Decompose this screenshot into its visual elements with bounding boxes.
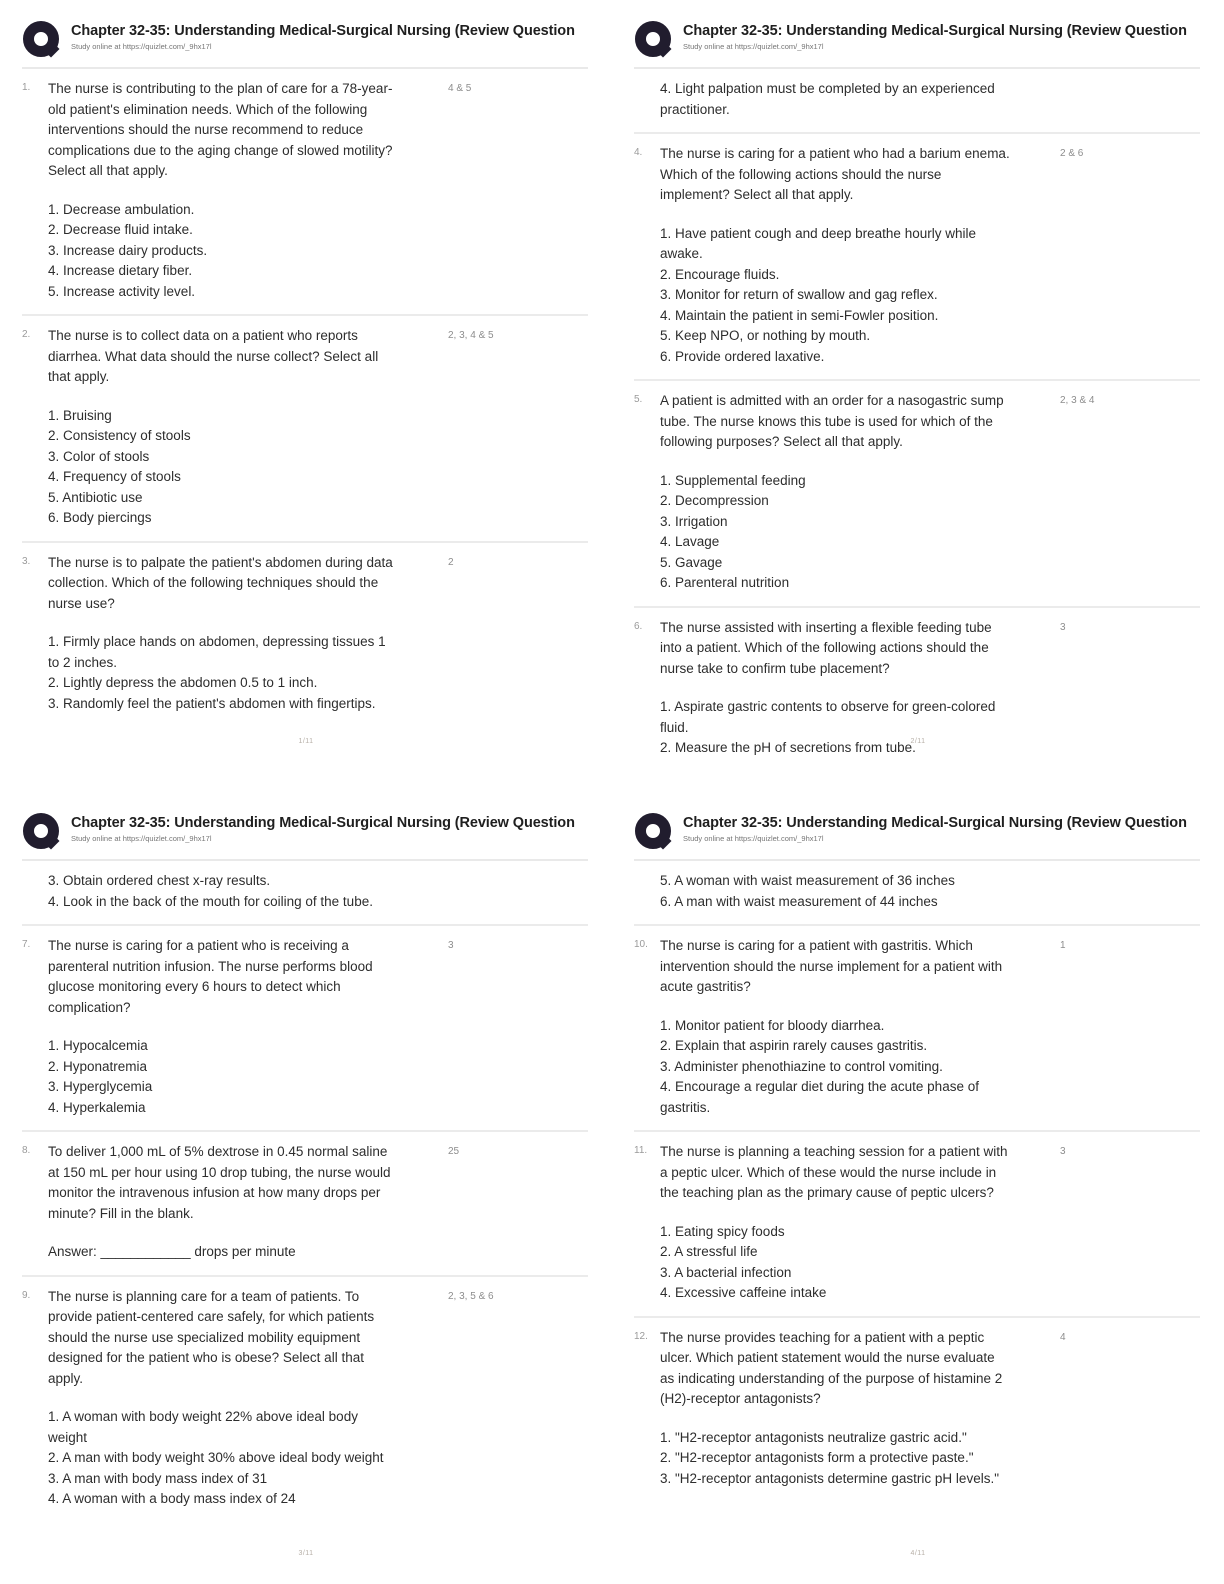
- page-header: [634, 20, 1200, 69]
- quizlet-logo-icon: [634, 20, 674, 60]
- question-body: [660, 1142, 1034, 1304]
- answer-options: [660, 224, 1034, 368]
- answer-value: 1: [1060, 940, 1066, 951]
- question-row: [634, 1130, 1200, 1316]
- page-content: [22, 861, 588, 1522]
- question-body: [48, 1142, 422, 1263]
- answer-value: 2: [448, 556, 454, 568]
- question-row: [634, 69, 1200, 132]
- question-body: [48, 79, 422, 302]
- answer-option: 4. Frequency of stools: [48, 469, 181, 484]
- answer-value: 2, 3, 5 & 6: [448, 1290, 494, 1302]
- answer-option: 4. Encourage a regular diet during the acute phase of gastritis.: [660, 1079, 979, 1115]
- answer-option: 1. Decrease ambulation.: [48, 201, 195, 217]
- question-row: [634, 924, 1200, 1130]
- answer-option: 2. "H2-receptor antagonists form a protective paste.": [660, 1450, 974, 1465]
- answer-option: 1. Supplemental feeding: [660, 472, 806, 488]
- answer-value: 25: [448, 1146, 460, 1157]
- question-number: [634, 871, 660, 912]
- answer-option: 4. Hyperkalemia: [48, 1099, 146, 1115]
- page-4: [612, 792, 1224, 1584]
- header-text: [683, 20, 1187, 51]
- question-row: [22, 69, 588, 314]
- answer-option: 4. Increase dietary fiber.: [48, 263, 193, 278]
- question-number: 9.: [22, 1289, 31, 1301]
- doc-subtitle: Study online at https://quizlet.com/_9hx17l: [71, 42, 212, 51]
- answer-option: 2. Hyponatremia: [48, 1058, 148, 1074]
- answer-option: 4. Maintain the patient in semi-Fowler position.: [660, 307, 939, 323]
- question-body: [48, 553, 422, 715]
- question-text: The nurse is caring for a patient with gastritis. Which intervention should the nurse implement for a patient with acute gastritis?: [660, 938, 1003, 994]
- question-number: 4.: [634, 147, 643, 158]
- answer-option: 2. Decrease fluid intake.: [48, 222, 193, 237]
- quizlet-logo-icon: [22, 20, 62, 60]
- page-header: [634, 812, 1200, 861]
- answer-option: 2. Explain that aspirin rarely causes gastritis.: [660, 1038, 928, 1053]
- answer-option: 1. Firmly place hands on abdomen, depressing tissues 1 to 2 inches.: [48, 634, 386, 670]
- question-body: [660, 144, 1034, 367]
- question-text: The nurse is to palpate the patient's abdomen during data collection. Which of the following techniques should the nurse use?: [48, 554, 393, 611]
- answer-option: 4. Look in the back of the mouth for coiling of the tube.: [48, 893, 373, 909]
- answer-option: 3. Randomly feel the patient's abdomen with fingertips.: [48, 695, 376, 711]
- question-number: 12.: [634, 1330, 648, 1342]
- answer-option: 5. Increase activity level.: [48, 283, 196, 299]
- question-number: 5.: [634, 394, 643, 405]
- question-text: The nurse is caring for a patient who had a barium enema. Which of the following actions should the nurse implement? Select all that apply.: [660, 146, 1010, 202]
- answer-options: [48, 871, 422, 912]
- question-row: [22, 924, 588, 1130]
- answer-option: 1. Have patient cough and deep breathe hourly while awake.: [660, 225, 976, 261]
- answer-options: [48, 1036, 422, 1118]
- answer-option: 2. Decompression: [660, 493, 769, 508]
- answer-option: Answer: ____________ drops per minute: [48, 1244, 296, 1259]
- answer-options: [660, 1016, 1034, 1119]
- question-text: The nurse is caring for a patient who is receiving a parenteral nutrition infusion. The nurse performs blood glucose monitoring every 6 hours to detect which complication?: [48, 938, 373, 1015]
- answer-options: [48, 1407, 422, 1510]
- answer-option: 5. Keep NPO, or nothing by mouth.: [660, 328, 871, 343]
- answer-options: [48, 632, 422, 714]
- question-row: [634, 861, 1200, 924]
- answer-value: 4: [1060, 1331, 1066, 1343]
- question-row: [634, 132, 1200, 379]
- question-body: [660, 79, 1034, 120]
- page-header: [22, 20, 588, 69]
- answer-option: 2. Lightly depress the abdomen 0.5 to 1 inch.: [48, 675, 318, 690]
- question-body: [660, 391, 1034, 594]
- page-footer: 3/11: [298, 1550, 314, 1557]
- header-text: [71, 20, 575, 51]
- question-text: The nurse is planning care for a team of patients. To provide patient-centered care safely, for which patients should the nurse use specialized mobility equipment designed for the patient who is obese? Select all that apply.: [48, 1288, 375, 1386]
- page-2: [612, 0, 1224, 792]
- question-row: [634, 606, 1200, 771]
- answer-value: 3: [1060, 621, 1066, 633]
- quizlet-logo-icon: [634, 812, 674, 852]
- answer-value: 2, 3, 4 & 5: [448, 330, 494, 341]
- question-number: 3.: [22, 555, 31, 567]
- question-row: [634, 1316, 1200, 1502]
- page-footer: 4/11: [910, 1550, 926, 1557]
- question-number: [22, 871, 48, 912]
- question-number: 11.: [634, 1145, 648, 1156]
- answer-option: 3. A bacterial infection: [660, 1264, 792, 1280]
- question-text: The nurse is to collect data on a patient who reports diarrhea. What data should the nurse collect? Select all that apply.: [48, 328, 379, 384]
- answer-option: 1. Eating spicy foods: [660, 1223, 785, 1239]
- answer-option: 1. "H2-receptor antagonists neutralize gastric acid.": [660, 1429, 967, 1445]
- page-3: [0, 792, 612, 1584]
- answer-options: [660, 697, 1034, 759]
- question-number: 6.: [634, 620, 643, 632]
- doc-subtitle: Study online at https://quizlet.com/_9hx17l: [683, 834, 824, 843]
- question-body: [660, 871, 1034, 912]
- question-text: A patient is admitted with an order for a nasogastric sump tube. The nurse knows this tube is used for which of the following purposes? Select all that apply.: [660, 393, 1004, 449]
- answer-option: 3. Irrigation: [660, 513, 728, 529]
- question-row: [22, 1130, 588, 1275]
- answer-option: 2. Consistency of stools: [48, 428, 191, 443]
- answer-option: 5. Gavage: [660, 554, 723, 570]
- header-text: [683, 812, 1187, 843]
- answer-option: 3. Monitor for return of swallow and gag reflex.: [660, 287, 938, 302]
- page-content: [22, 69, 588, 726]
- answer-option: 4. A woman with a body mass index of 24: [48, 1491, 296, 1506]
- answer-option: 1. Monitor patient for bloody diarrhea.: [660, 1017, 885, 1033]
- answer-value: 4 & 5: [448, 83, 472, 94]
- page-content: [634, 861, 1200, 1501]
- question-text: The nurse provides teaching for a patient with a peptic ulcer. Which patient statement would the nurse evaluate as indicating understanding of the purpose of histamine 2 (H2)-receptor antagonists?: [660, 1329, 1003, 1406]
- answer-options: [48, 200, 422, 303]
- answer-option: 2. Encourage fluids.: [660, 266, 780, 282]
- answer-options: [660, 1222, 1034, 1304]
- question-row: [22, 861, 588, 924]
- question-body: [48, 1287, 422, 1510]
- header-text: [71, 812, 575, 843]
- doc-subtitle: Study online at https://quizlet.com/_9hx17l: [683, 42, 824, 51]
- answer-option: 4. Excessive caffeine intake: [660, 1285, 827, 1300]
- doc-title: Chapter 32-35: Understanding Medical-Surgical Nursing (Review Question: [71, 23, 575, 39]
- answer-option: 5. A woman with waist measurement of 36 inches: [660, 873, 955, 888]
- answer-option: 4. Lavage: [660, 534, 720, 549]
- answer-options: [48, 406, 422, 529]
- answer-option: 6. A man with waist measurement of 44 inches: [660, 893, 938, 909]
- question-number: [634, 79, 660, 120]
- answer-option: 6. Body piercings: [48, 510, 152, 525]
- answer-value: 3: [1060, 1146, 1066, 1157]
- answer-option: 2. A stressful life: [660, 1244, 758, 1259]
- question-text: The nurse is contributing to the plan of care for a 78-year-old patient's elimination needs. Which of the following interventions should the nurse recommend to reduce complications due to the aging change of slowed motility? Select all that apply.: [48, 81, 393, 178]
- answer-option: 2. A man with body weight 30% above ideal body weight: [48, 1450, 384, 1465]
- answer-option: 5. Antibiotic use: [48, 489, 143, 505]
- answer-option: 1. Aspirate gastric contents to observe for green-colored fluid.: [660, 699, 996, 735]
- question-body: [660, 1328, 1034, 1490]
- answer-option: 6. Parenteral nutrition: [660, 575, 790, 590]
- answer-options: [660, 471, 1034, 594]
- answer-options: [660, 79, 1034, 120]
- answer-option: 6. Provide ordered laxative.: [660, 348, 825, 364]
- page-header: [22, 812, 588, 861]
- question-number: 1.: [22, 82, 31, 93]
- answer-options: [660, 871, 1034, 912]
- answer-option: 2. Measure the pH of secretions from tube.: [660, 740, 916, 755]
- question-body: [48, 871, 422, 912]
- answer-value: 2 & 6: [1060, 148, 1084, 159]
- question-number: 2.: [22, 329, 31, 340]
- question-row: [634, 379, 1200, 606]
- answer-option: 3. Increase dairy products.: [48, 242, 208, 258]
- question-text: The nurse is planning a teaching session for a patient with a peptic ulcer. Which of these would the nurse include in the teaching plan as the primary cause of peptic ulcers?: [660, 1144, 1008, 1200]
- answer-value: 3: [448, 940, 454, 951]
- question-number: 7.: [22, 939, 31, 950]
- quizlet-logo-icon: [22, 812, 62, 852]
- answer-option: 3. Administer phenothiazine to control vomiting.: [660, 1058, 943, 1074]
- answer-option: 3. Hyperglycemia: [48, 1079, 153, 1094]
- doc-subtitle: Study online at https://quizlet.com/_9hx17l: [71, 834, 212, 843]
- answer-options: [48, 1242, 422, 1263]
- answer-option: 3. "H2-receptor antagonists determine gastric pH levels.": [660, 1470, 999, 1486]
- question-row: [22, 1275, 588, 1522]
- answer-option: 3. A man with body mass index of 31: [48, 1470, 268, 1486]
- page-1: [0, 0, 612, 792]
- answer-options: [660, 1428, 1034, 1490]
- answer-option: 3. Obtain ordered chest x-ray results.: [48, 873, 271, 888]
- page-footer: 2/11: [910, 738, 926, 745]
- page-content: [634, 69, 1200, 771]
- question-body: [48, 326, 422, 529]
- answer-option: 3. Color of stools: [48, 448, 150, 464]
- answer-option: 4. Light palpation must be completed by an experienced practitioner.: [660, 81, 995, 117]
- question-row: [22, 314, 588, 541]
- question-body: [660, 936, 1034, 1118]
- answer-option: 1. Hypocalcemia: [48, 1038, 148, 1053]
- answer-value: 2, 3 & 4: [1060, 395, 1095, 406]
- question-text: The nurse assisted with inserting a flexible feeding tube into a patient. Which of the following actions should the nurse take to confirm tube placement?: [660, 619, 992, 676]
- answer-option: 1. Bruising: [48, 407, 112, 423]
- answer-option: 1. A woman with body weight 22% above ideal body weight: [48, 1409, 358, 1445]
- page-footer: 1/11: [298, 738, 314, 745]
- question-text: To deliver 1,000 mL of 5% dextrose in 0.45 normal saline at 150 mL per hour using 10 drop tubing, the nurse would monitor the intravenous infusion at how many drops per minute? Fill in the blank.: [48, 1144, 391, 1221]
- question-number: 8.: [22, 1145, 31, 1156]
- question-number: 10.: [634, 939, 648, 950]
- doc-title: Chapter 32-35: Understanding Medical-Surgical Nursing (Review Question: [683, 815, 1187, 831]
- question-body: [48, 936, 422, 1118]
- doc-title: Chapter 32-35: Understanding Medical-Surgical Nursing (Review Question: [683, 23, 1187, 39]
- doc-title: Chapter 32-35: Understanding Medical-Surgical Nursing (Review Question: [71, 815, 575, 831]
- question-row: [22, 541, 588, 727]
